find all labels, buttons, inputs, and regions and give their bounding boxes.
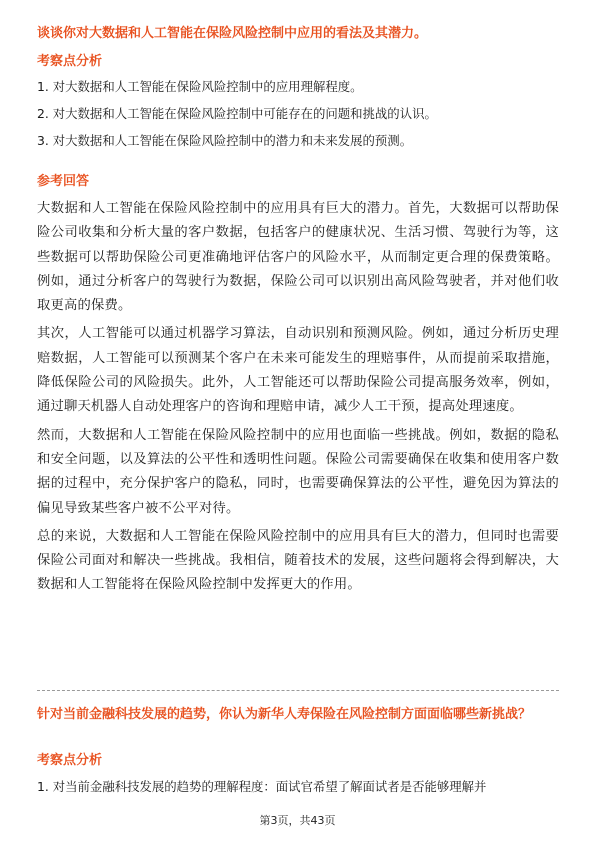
answer-paragraph: 然而，大数据和人工智能在保险风险控制中的应用也面临一些挑战。例如，数据的隐私和安全问题，以及算法的公平性和透明性问题。保险公司需要确保在收集和使用客户数据的过程中，充分保护客户的隐私，同时，也需要确保算法的公平性，避免因为算法的偏见导致某些客户被不公平对待。 — [37, 427, 559, 516]
question-2-title: 针对当前金融科技发展的趋势，你认为新华人寿保险在风险控制方面面临哪些新挑战？ — [37, 707, 532, 722]
answer-body — [37, 197, 559, 602]
analysis-item: 3. 对大数据和人工智能在保险风险控制中的潜力和未来发展的预测。 — [37, 133, 413, 148]
analysis-list-2 — [37, 773, 559, 800]
analysis-heading-2: 考察点分析 — [37, 753, 103, 768]
page-footer: 第3页，共43页 — [259, 814, 336, 827]
answer-paragraph: 大数据和人工智能在保险风险控制中的应用具有巨大的潜力。首先，大数据可以帮助保险公司收集和分析大量的客户数据，包括客户的健康状况、生活习惯、驾驶行为等，这些数据可以帮助保险公司更准确地评估客户的风险水平，从而制定更合理的保费策略。例如，通过分析客户的驾驶行为数据，保险公司可以识别出高风险驾驶者，并对他们收取更高的保费。 — [37, 201, 559, 314]
analysis-item: 1. 对大数据和人工智能在保险风险控制中的应用理解程度。 — [37, 79, 363, 94]
analysis-heading-1: 考察点分析 — [37, 54, 103, 69]
section-divider — [37, 690, 559, 691]
answer-heading: 参考回答 — [37, 174, 90, 189]
answer-paragraph: 其次，人工智能可以通过机器学习算法，自动识别和预测风险。例如，通过分析历史理赔数据，人工智能可以预测某个客户在未来可能发生的理赔事件，从而提前采取措施，降低保险公司的风险损失。此外，人工智能还可以帮助保险公司提高服务效率，例如，通过聊天机器人自动处理客户的咨询和理赔申请，减少人工干预，提高处理速度。 — [37, 326, 559, 415]
answer-paragraph: 总的来说，大数据和人工智能在保险风险控制中的应用具有巨大的潜力，但同时也需要保险公司面对和解决一些挑战。我相信，随着技术的发展，这些问题将会得到解决，大数据和人工智能将在保险风险控制中发挥更大的作用。 — [37, 528, 559, 593]
question-1-title: 谈谈你对大数据和人工智能在保险风险控制中应用的看法及其潜力。 — [37, 26, 428, 41]
analysis-list-1 — [37, 73, 559, 154]
analysis-item: 1. 对当前金融科技发展的趋势的理解程度：面试官希望了解面试者是否能够理解并 — [37, 779, 487, 794]
analysis-item: 2. 对大数据和人工智能在保险风险控制中可能存在的问题和挑战的认识。 — [37, 106, 437, 121]
